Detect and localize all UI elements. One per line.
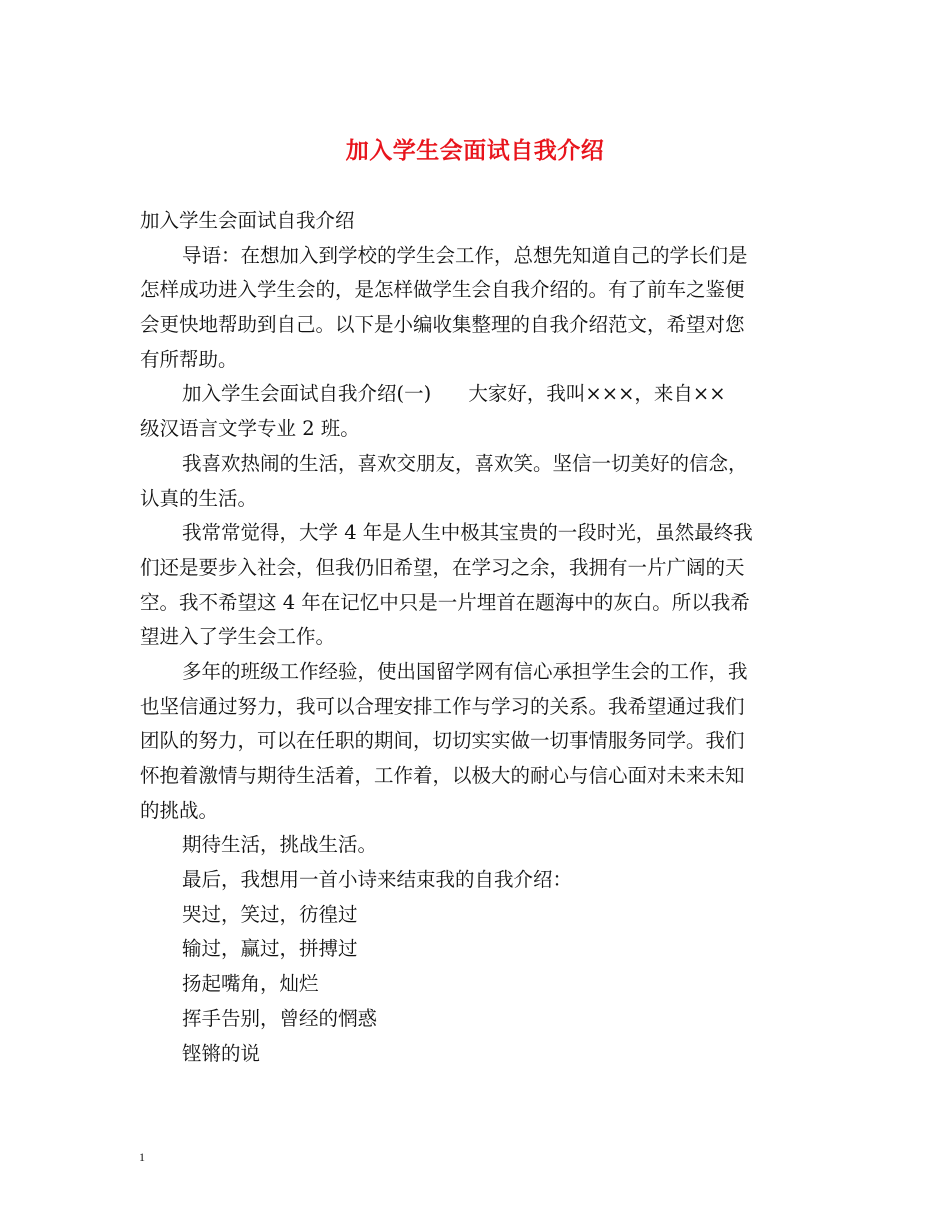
text-line: 输过，赢过，拼搏过 [182,937,358,961]
text-line: 多年的班级工作经验，使出国留学网有信心承担学生会的工作，我 [182,659,748,683]
page-number: 1 [139,1150,145,1164]
text-line: 加入学生会面试自我介绍 [140,209,355,232]
text-line: 我常常觉得，大学 4 年是人生中极其宝贵的一段时光，虽然最终我 [182,521,753,545]
document-body [140,204,812,1071]
text-line: 期待生活，挑战生活。 [182,833,378,857]
text-line: 认真的生活。 [140,486,258,510]
text-line: 也坚信通过努力，我可以合理安排工作与学习的关系。我希望通过我们 [140,694,745,718]
text-line: 哭过，笑过，彷徨过 [182,902,358,926]
text-line: 我喜欢热闹的生活，喜欢交朋友，喜欢笑。坚信一切美好的信念， [182,451,748,475]
text-line: 加入学生会面试自我介绍(一) 大家好，我叫×××，来自×× [182,382,726,406]
text-line: 空。我不希望这 4 年在记忆中只是一片埋首在题海中的灰白。所以我希 [140,590,750,614]
text-line: 望进入了学生会工作。 [140,625,336,649]
text-line: 有所帮助。 [140,347,238,371]
text-line: 铿锵的说 [182,1041,261,1065]
text-line: 挥手告别，曾经的惘惑 [182,1006,378,1030]
text-line: 导语：在想加入到学校的学生会工作，总想先知道自己的学长们是 [182,243,748,267]
text-line: 的挑战。 [140,798,219,822]
text-line: 最后，我想用一首小诗来结束我的自我介绍： [182,868,573,892]
document-title: 加入学生会面试自我介绍 [345,137,605,164]
text-line: 级汉语言文学专业 2 班。 [140,417,360,441]
text-line: 会更快地帮助到自己。以下是小编收集整理的自我介绍范文，希望对您 [140,313,745,337]
text-line: 扬起嘴角，灿烂 [182,972,319,996]
text-line: 怎样成功进入学生会的，是怎样做学生会自我介绍的。有了前车之鉴便 [140,278,745,302]
text-line: 怀抱着激情与期待生活着，工作着，以极大的耐心与信心面对未来未知 [140,764,745,787]
text-line: 们还是要步入社会，但我仍旧希望，在学习之余，我拥有一片广阔的天 [140,555,745,579]
text-line: 团队的努力，可以在任职的期间，切切实实做一切事情服务同学。我们 [140,729,745,753]
